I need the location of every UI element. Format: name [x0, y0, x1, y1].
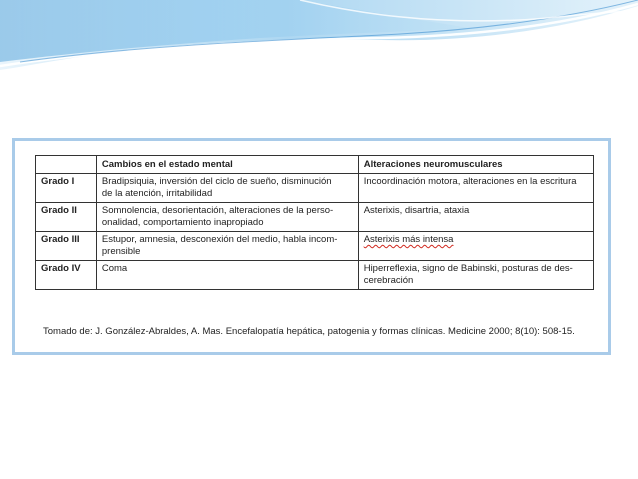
mental-changes-cell	[96, 174, 358, 203]
cell-line: Somnolencia, desorientación, alteraciones de la perso-	[101, 205, 334, 216]
cell-line: Asterixis, disartria, ataxia	[363, 205, 470, 216]
table-header-row	[36, 156, 594, 174]
table-panel	[12, 138, 611, 355]
header-neuromuscular: Alteraciones neuromusculares	[358, 156, 593, 174]
cell-line: onalidad, comportamiento inapropiado	[101, 217, 264, 228]
table-row	[36, 174, 594, 203]
grade-label: Grado III	[36, 232, 97, 261]
source-citation: Tomado de: J. González-Abraldes, A. Mas. Encefalopatía hepática, patogenia y formas clínicas. Medicine 2000; 8(10): 508-15.	[43, 326, 575, 337]
cell-line: Hiperreflexia, signo de Babinski, posturas de des-	[363, 263, 573, 274]
cell-line: Coma	[101, 263, 128, 274]
table-row	[36, 232, 594, 261]
header-grade	[36, 156, 97, 174]
grade-label: Grado IV	[36, 261, 97, 290]
cell-line: de la atención, irritabilidad	[101, 188, 213, 199]
mental-changes-cell	[96, 232, 358, 261]
neuromuscular-cell	[358, 232, 593, 261]
cell-line	[364, 234, 588, 246]
encephalopathy-grades-table	[35, 155, 594, 290]
table-row	[36, 261, 594, 290]
cell-line: Estupor, amnesia, desconexión del medio, habla incom-	[101, 234, 338, 245]
mental-changes-cell	[96, 261, 358, 290]
cell-line: Incoordinación motora, alteraciones en la escritura	[363, 176, 577, 187]
header-mental-changes: Cambios en el estado mental	[96, 156, 358, 174]
grade-label: Grado I	[36, 174, 97, 203]
decorative-header-swoosh	[0, 0, 638, 90]
mental-changes-cell	[96, 203, 358, 232]
spellcheck-underlined-text: Asterixis más intensa	[363, 234, 454, 245]
neuromuscular-cell	[358, 261, 593, 290]
grade-label: Grado II	[36, 203, 97, 232]
table-row	[36, 203, 594, 232]
cell-line: cerebración	[363, 275, 414, 286]
cell-line: prensible	[101, 246, 141, 257]
neuromuscular-cell	[358, 203, 593, 232]
neuromuscular-cell	[358, 174, 593, 203]
cell-line: Bradipsiquia, inversión del ciclo de sueño, disminución	[101, 176, 332, 187]
